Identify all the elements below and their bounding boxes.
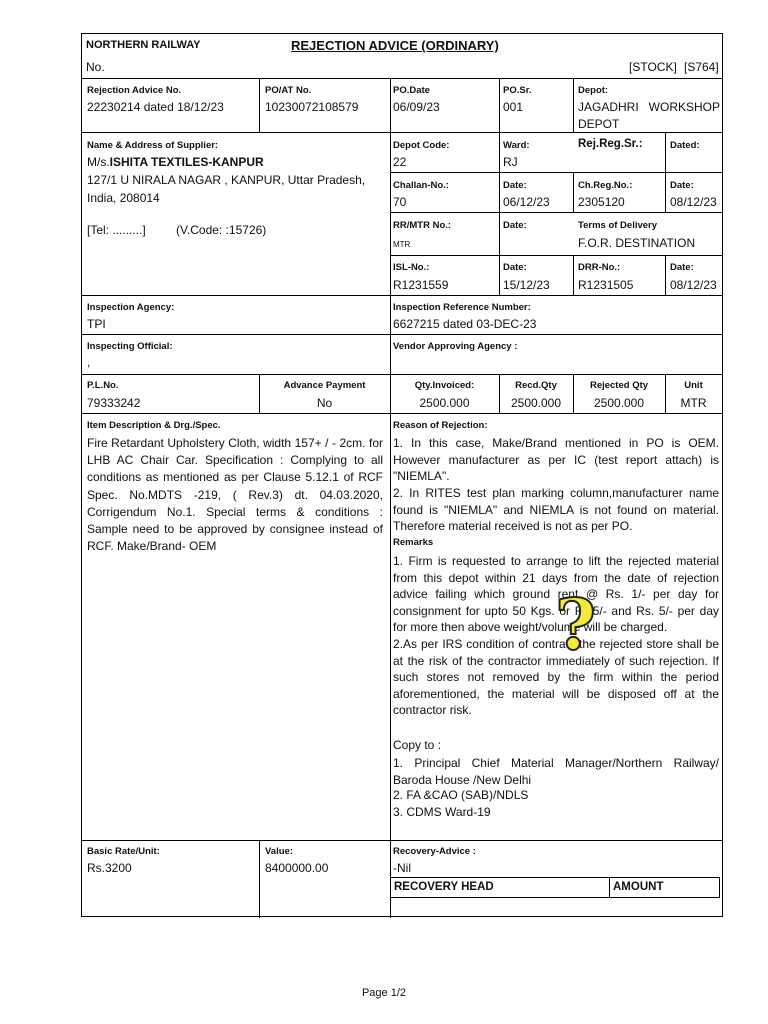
value: 8400000.00 [265, 861, 329, 875]
rule-description [82, 840, 722, 841]
recovery-amount: AMOUNT [613, 881, 664, 893]
col-main [390, 78, 391, 918]
recovery-table-divider [609, 878, 610, 897]
basic-rate: Rs.3200 [87, 861, 132, 875]
qty-invoiced-label: Qty.Invoiced: [414, 380, 475, 391]
rejection-no-label: Rejection Advice No. [87, 85, 182, 96]
isl-date: 15/12/23 [503, 278, 550, 292]
chreg-date-label: Date: [670, 180, 694, 191]
po-at-no: 10230072108579 [265, 100, 359, 114]
po-date: 06/09/23 [393, 100, 440, 114]
advance-label: Advance Payment [283, 380, 366, 391]
description-label: Item Description & Drg./Spec. [87, 420, 221, 431]
inspection-ref: 6627215 dated 03-DEC-23 [393, 317, 537, 331]
col-dated [665, 132, 666, 212]
remarks-point-2: 2.As per IRS condition of contract the rejected store shall be at the risk of the contractor immediately of such rejection. If such stores not removed by the firm within the period aforementioned, the material will be disposed off at the contractor risk. [393, 637, 719, 718]
pl-no: 79333242 [87, 396, 141, 410]
isl-no: R1231559 [393, 278, 449, 292]
document-title: REJECTION ADVICE (ORDINARY) [291, 38, 499, 53]
col-po-at [259, 78, 260, 132]
qty-invoiced: 2500.000 [419, 396, 470, 410]
reason-point-2: 2. In RITES test plan marking column,manufacturer name found is "NIEMLA" and NIEMLA is not found on material. Therefore material received is not as per PO. [393, 486, 719, 534]
supplier-address-1: 127/1 U NIRALA NAGAR , KANPUR, Uttar Pradesh, [87, 173, 366, 187]
recovery-advice: -Nil [393, 861, 411, 875]
copy-to-1: 1. Principal Chief Material Manager/Northern Railway/ Baroda House /New Delhi [393, 756, 719, 787]
supplier-prefix: M/s. [87, 155, 110, 169]
rate-label: Basic Rate/Unit: [87, 846, 160, 857]
inspecting-official: , [87, 355, 91, 369]
supplier-address-2: India, 208014 [87, 191, 160, 205]
po-at-label: PO/AT No. [265, 85, 312, 96]
depot-line1: JAGADHRI WORKSHOP [578, 100, 721, 114]
copy-to-2: 2. FA &CAO (SAB)/NDLS [393, 788, 529, 802]
rule-quantities [82, 413, 722, 414]
col-drr [573, 255, 574, 295]
col-depot [573, 78, 574, 132]
rule-official [82, 374, 722, 375]
value-label: Value: [265, 846, 293, 857]
ward: RJ [503, 155, 518, 169]
code-tag: [S764] [684, 60, 719, 74]
rejected-qty: 2500.000 [593, 396, 645, 410]
inspecting-official-label: Inspecting Official: [87, 341, 173, 352]
rejection-advice-form [81, 33, 723, 917]
drr-no: R1231505 [578, 278, 634, 292]
recovery-advice-label: Recovery-Advice : [393, 846, 476, 857]
dated-label: Dated: [670, 140, 700, 151]
copy-to-3: 3. CDMS Ward-19 [393, 805, 491, 819]
col-value [259, 840, 260, 918]
pl-label: P.L.No. [87, 380, 119, 391]
recd-qty: 2500.000 [510, 396, 562, 410]
rejection-no: 22230214 dated 18/12/23 [87, 100, 224, 114]
unit-label: Unit [684, 380, 703, 391]
recd-qty-label: Recd.Qty [515, 380, 557, 391]
chreg-no: 2305120 [578, 195, 625, 209]
vendor-agency-label: Vendor Approving Agency : [393, 341, 518, 352]
po-date-label: PO.Date [393, 85, 430, 96]
rule-challan [390, 212, 722, 213]
no-label: No. [86, 60, 105, 74]
po-sr-label: PO.Sr. [503, 85, 532, 96]
remarks-label: Remarks [393, 537, 434, 548]
supplier-tel: [Tel: .........] [87, 223, 146, 237]
inspection-ref-label: Inspection Reference Number: [393, 302, 531, 313]
chreg-date: 08/12/23 [670, 195, 717, 209]
isl-date-label: Date: [503, 262, 527, 273]
col-chreg [573, 172, 574, 212]
depot-label: Depot: [578, 85, 609, 96]
drr-date: 08/12/23 [670, 278, 717, 292]
rule-inspection [82, 334, 722, 335]
rule-header [82, 78, 722, 79]
rule-row1 [82, 132, 722, 133]
col-ward [499, 78, 500, 295]
rej-reg-label: Rej.Reg.Sr.: [578, 138, 643, 150]
challan-date: 06/12/23 [503, 195, 550, 209]
inspection-agency: TPI [87, 317, 106, 331]
unit: MTR [680, 396, 707, 410]
copy-to-label: Copy to : [393, 738, 442, 752]
challan-date-label: Date: [503, 180, 527, 191]
railway-name: NORTHERN RAILWAY [86, 39, 201, 51]
col-drr-date [665, 255, 666, 295]
recovery-table [390, 877, 720, 898]
chreg-label: Ch.Reg.No.: [578, 180, 633, 191]
depot-line2: DEPOT [578, 117, 620, 131]
ward-label: Ward: [503, 140, 530, 151]
reason-point-1: 1. In this case, Make/Brand mentioned in PO is OEM. However manufacturer as per IC (test report attach) is "NIEMLA". [393, 436, 719, 484]
rrmtr-label: RR/MTR No.: [393, 220, 452, 231]
isl-label: ISL-No.: [393, 262, 430, 273]
po-sr: 001 [503, 100, 524, 114]
depot-code: 22 [393, 155, 407, 169]
remarks-point-1: 1. Firm is requested to arrange to lift the rejected material from this depot within 21 days from the date of rejection advice failing which ground rent @ Rs. 1/- per day for consignment for upto 50 Kgs. or Rs.5/- and Rs. 5/- per day for more then above weight/volume will be charged. [393, 554, 719, 635]
challan-label: Challan-No.: [393, 180, 449, 191]
inspection-agency-label: Inspection Agency: [87, 302, 175, 313]
rule-depot-code [390, 172, 722, 173]
rule-rrmtr [390, 255, 722, 256]
rrmtr-value: MTR [393, 240, 411, 249]
recovery-head: RECOVERY HEAD [394, 881, 494, 893]
advance-payment: No [316, 396, 333, 410]
terms-label: Terms of Delivery [578, 220, 658, 231]
supplier-vcode: (V.Code: :15726) [176, 223, 267, 237]
supplier-name: ISHITA TEXTILES-KANPUR [109, 155, 264, 169]
challan-no: 70 [393, 195, 407, 209]
question-mark-icon: ? [555, 583, 597, 666]
rrmtr-date-label: Date: [503, 220, 527, 231]
depot-code-label: Depot Code: [393, 140, 450, 151]
supplier-label: Name & Address of Supplier: [87, 140, 219, 151]
stock-tag: [STOCK] [629, 60, 677, 74]
terms-of-delivery: F.O.R. DESTINATION [578, 236, 696, 250]
drr-label: DRR-No.: [578, 262, 621, 273]
reason-label: Reason of Rejection: [393, 420, 488, 431]
rejected-qty-label: Rejected Qty [589, 380, 649, 391]
item-description: Fire Retardant Upholstery Cloth, width 157+ / - 2cm. for LHB AC Chair Car. Specification : Complying to all conditions as mentioned as per Clause 5.12.1 of RCF Spec. No.MDTS -219, ( Rev.3) dt. 04.03.2020, Corrigendum No.1. Special terms & conditions : Sample need to be approved by consignee instead of RCF. Make/Brand- OEM [87, 436, 383, 554]
drr-date-label: Date: [670, 262, 694, 273]
page-number: Page 1/2 [361, 987, 407, 999]
supplier-name-line [87, 155, 264, 169]
rule-supplier [82, 295, 722, 296]
